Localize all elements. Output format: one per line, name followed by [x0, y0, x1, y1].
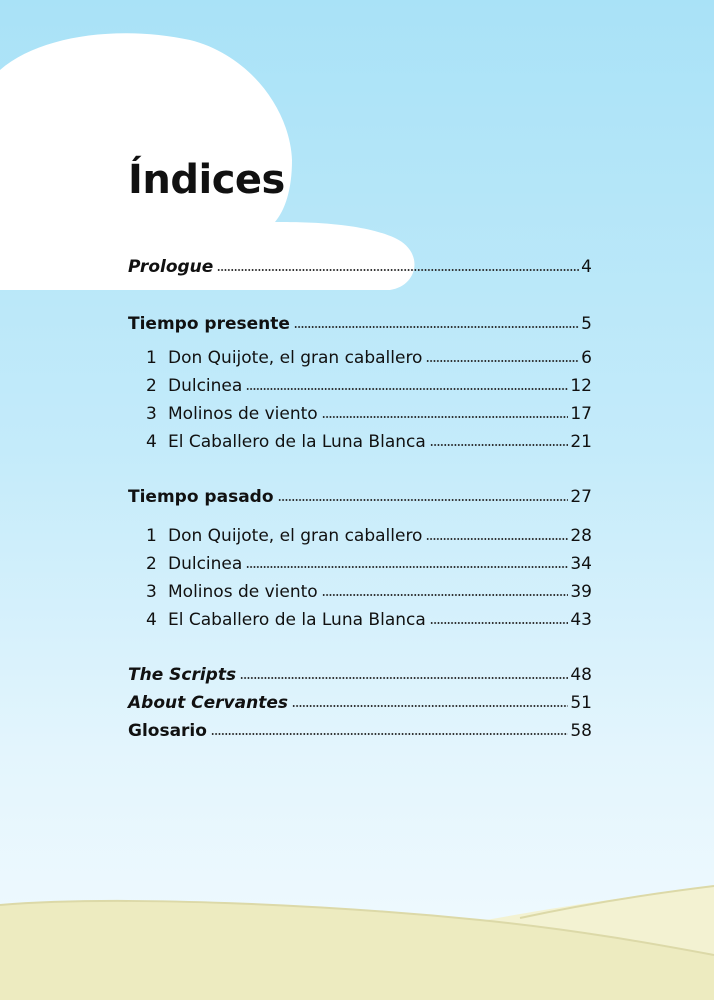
- toc-entry-page: 4: [581, 257, 592, 277]
- toc-entry-prologue[interactable]: [128, 253, 592, 281]
- toc-entry-label: Molinos de viento: [168, 404, 318, 424]
- toc-entry-page: 12: [570, 376, 592, 396]
- toc-entry-label: Dulcinea: [168, 554, 243, 574]
- toc-entry-label: Don Quijote, el gran caballero: [168, 348, 423, 368]
- toc-entry-page: 6: [581, 348, 592, 368]
- toc-entry-page: 43: [570, 610, 592, 630]
- chapter-number: 1: [146, 526, 157, 546]
- toc-chapter-item[interactable]: [146, 578, 592, 606]
- page-title: Índices: [128, 157, 285, 203]
- toc-entry-page: 21: [570, 432, 592, 452]
- toc-chapter-item[interactable]: [146, 606, 592, 634]
- toc-entry-page: 51: [570, 693, 592, 713]
- toc-entry-label: El Caballero de la Luna Blanca: [168, 432, 426, 452]
- dot-leader: [246, 387, 568, 391]
- dot-leader: [294, 325, 579, 329]
- toc-entry-page: 28: [570, 526, 592, 546]
- chapter-number: 4: [146, 610, 157, 630]
- dot-leader: [217, 268, 579, 272]
- toc-chapter-item[interactable]: [146, 428, 592, 456]
- toc-entry-page: 27: [570, 487, 592, 507]
- dot-leader: [322, 415, 569, 419]
- dot-leader: [292, 704, 568, 708]
- dot-leader: [278, 498, 569, 502]
- dot-leader: [240, 676, 568, 680]
- toc-entry-label: Tiempo pasado: [128, 487, 274, 507]
- toc-entry-label: Molinos de viento: [168, 582, 318, 602]
- toc-entry-page: 34: [570, 554, 592, 574]
- toc-chapter-item[interactable]: [146, 522, 592, 550]
- toc-section-pasado[interactable]: [128, 483, 592, 511]
- chapter-number: 2: [146, 554, 157, 574]
- toc-entry-page: 5: [581, 314, 592, 334]
- toc-entry-page: 39: [570, 582, 592, 602]
- toc-entry-label: Glosario: [128, 721, 207, 741]
- chapter-number: 3: [146, 404, 157, 424]
- toc-entry-page: 17: [570, 404, 592, 424]
- dot-leader: [430, 443, 569, 447]
- toc-entry-page: 58: [570, 721, 592, 741]
- chapter-number: 4: [146, 432, 157, 452]
- toc-entry-label: The Scripts: [128, 665, 237, 685]
- toc-entry-label: Don Quijote, el gran caballero: [168, 526, 423, 546]
- chapter-number: 2: [146, 376, 157, 396]
- dot-leader: [211, 732, 568, 736]
- chapter-number: 3: [146, 582, 157, 602]
- chapter-number: 1: [146, 348, 157, 368]
- dot-leader: [426, 359, 579, 363]
- toc-entry-label: About Cervantes: [128, 693, 288, 713]
- toc-entry-label: Prologue: [128, 257, 214, 277]
- toc-chapter-item[interactable]: [146, 344, 592, 372]
- dot-leader: [426, 537, 568, 541]
- toc-entry-scripts[interactable]: [128, 661, 592, 689]
- toc-entry-page: 48: [570, 665, 592, 685]
- toc-section-presente[interactable]: [128, 310, 592, 338]
- dot-leader: [430, 621, 569, 625]
- toc-entry-about-cervantes[interactable]: [128, 689, 592, 717]
- toc-entry-label: Tiempo presente: [128, 314, 290, 334]
- toc-chapter-item[interactable]: [146, 372, 592, 400]
- toc-chapter-item[interactable]: [146, 400, 592, 428]
- toc-entry-glosario[interactable]: [128, 717, 592, 745]
- toc-chapter-item[interactable]: [146, 550, 592, 578]
- dot-leader: [322, 593, 569, 597]
- toc-entry-label: El Caballero de la Luna Blanca: [168, 610, 426, 630]
- dot-leader: [246, 565, 568, 569]
- toc-entry-label: Dulcinea: [168, 376, 243, 396]
